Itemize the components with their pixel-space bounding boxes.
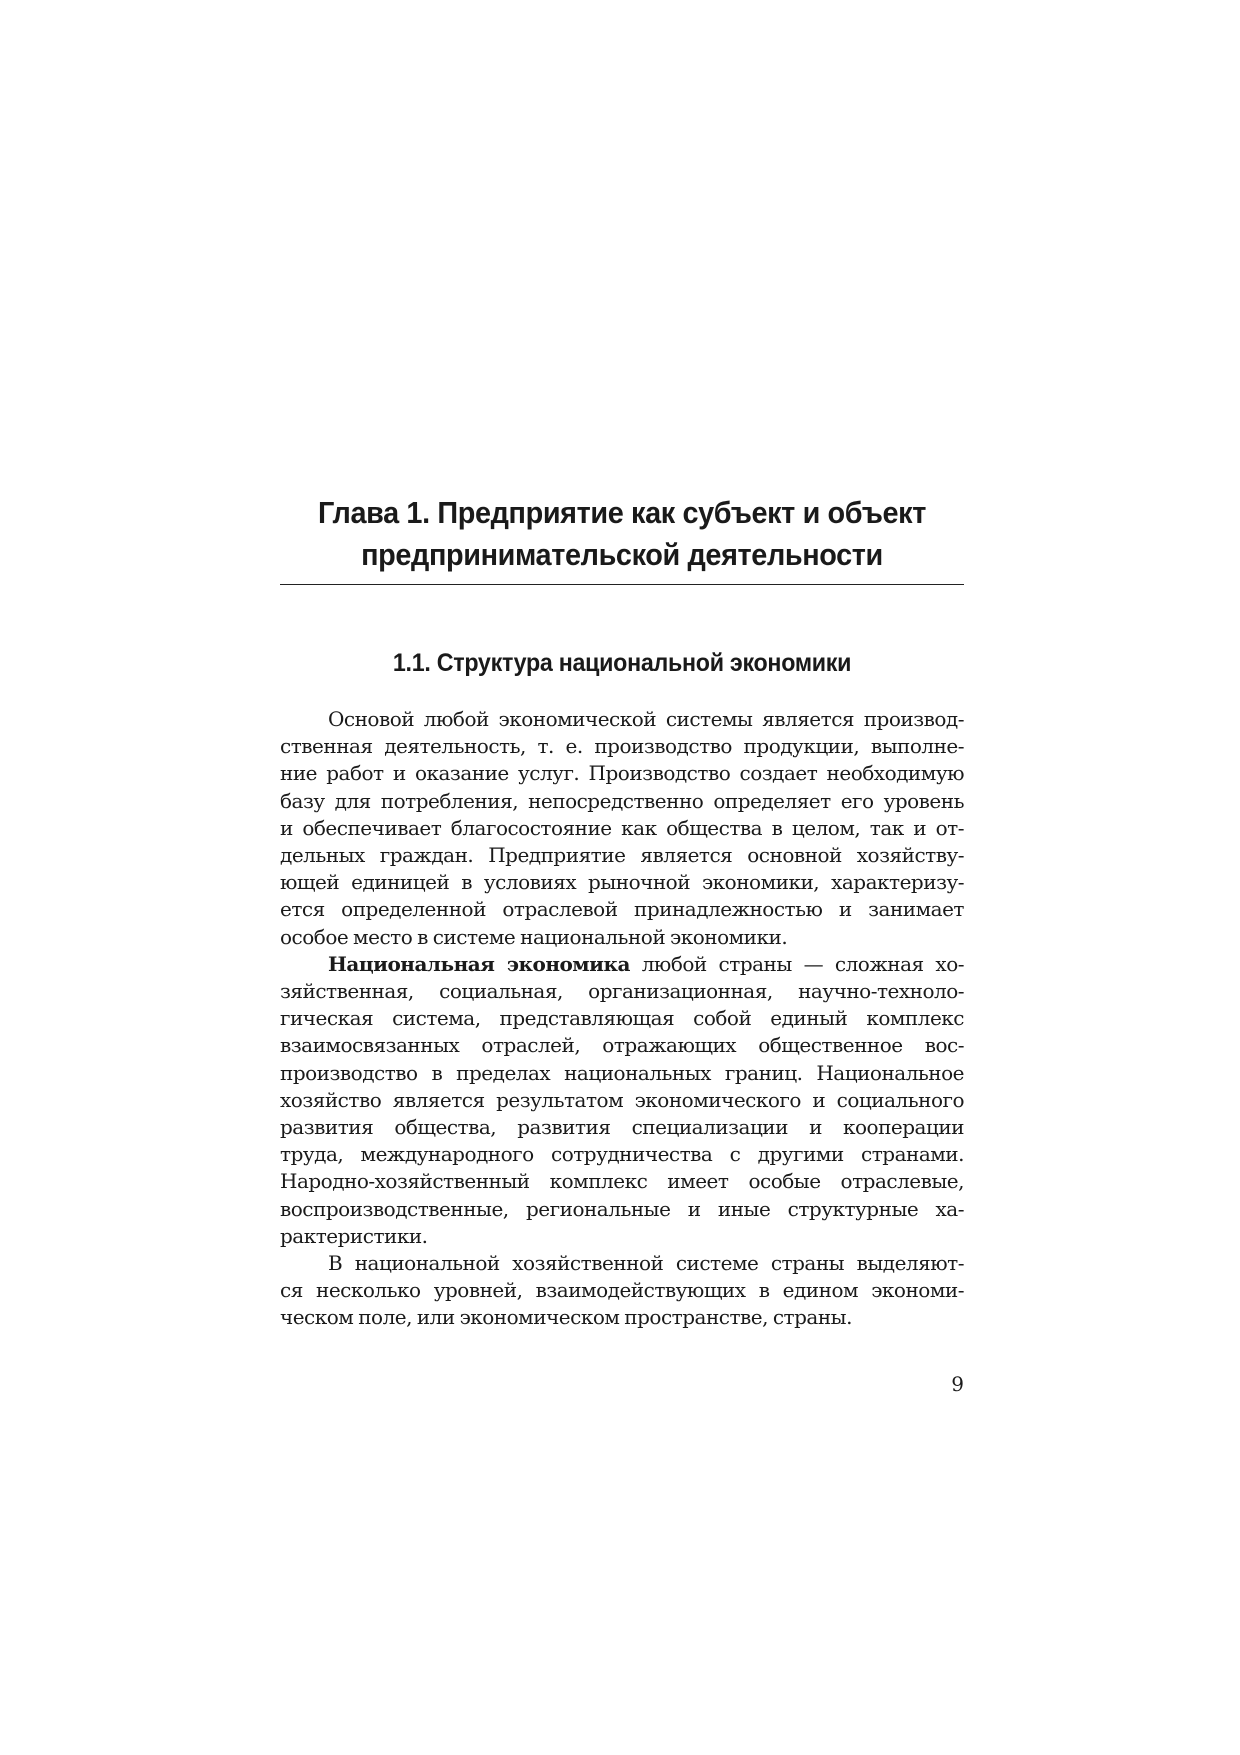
text-line: ственная деятельность, т. е. производство продукции, выполне- (280, 734, 964, 759)
text-line (280, 951, 964, 978)
text-line: и обеспечивает благосостояние как общества в целом, так и от- (280, 815, 964, 840)
text-line: ческом поле, или экономическом пространстве, страны. (280, 1305, 852, 1330)
text-line: рактеристики. (280, 1223, 428, 1248)
text-line: ние работ и оказание услуг. Производство создает необходимую (280, 761, 964, 786)
text-line: дельных граждан. Предприятие является основной хозяйству- (280, 843, 964, 868)
chapter-title-line-2: предпринимательской деятельности (361, 537, 883, 572)
text-line: воспроизводственные, региональные и иные структурные ха- (280, 1196, 964, 1221)
paragraph-2 (280, 951, 964, 1250)
chapter-heading (280, 492, 964, 585)
body-text (280, 706, 964, 1332)
page-number: 9 (951, 1372, 964, 1396)
chapter-title (304, 492, 940, 576)
paragraph-3 (280, 1250, 964, 1332)
text-line: особое место в системе национальной экономики. (280, 924, 788, 949)
text-line: гическая система, представляющая собой единый комплекс (280, 1006, 964, 1031)
text-line: ся несколько уровней, взаимодействующих в едином экономи- (280, 1278, 964, 1303)
text-line-rest: любой страны — сложная хо- (629, 951, 964, 976)
text-line: труда, международного сотрудничества с другими странами. (280, 1142, 964, 1167)
chapter-title-line-1: Глава 1. Предприятие как субъект и объект (318, 495, 926, 530)
text-line: В национальной хозяйственной системе страны выделяют- (328, 1251, 964, 1276)
text-line: Народно-хозяйственный комплекс имеет особые отраслевые, (280, 1169, 964, 1194)
text-line: Основой любой экономической системы является производ- (328, 707, 964, 731)
section-title: 1.1. Структура национальной экономики (392, 649, 852, 677)
text-line: развития общества, развития специализации и кооперации (280, 1115, 964, 1140)
text-line: взаимосвязанных отраслей, отражающих общественное вос- (280, 1033, 964, 1058)
text-line: производство в пределах национальных границ. Национальное (280, 1060, 964, 1085)
text-line: базу для потребления, непосредственно определяет его уровень (280, 788, 964, 813)
text-line: хозяйство является результатом экономического и социального (280, 1087, 964, 1112)
paragraph-1 (280, 706, 964, 951)
text-line: ющей единицей в условиях рыночной экономики, характеризу- (280, 870, 964, 895)
text-line: зяйственная, социальная, организационная, научно-техноло- (280, 979, 964, 1004)
term-national-economy: Национальная экономика (328, 951, 630, 976)
text-line: ется определенной отраслевой принадлежностью и занимает (280, 897, 964, 922)
